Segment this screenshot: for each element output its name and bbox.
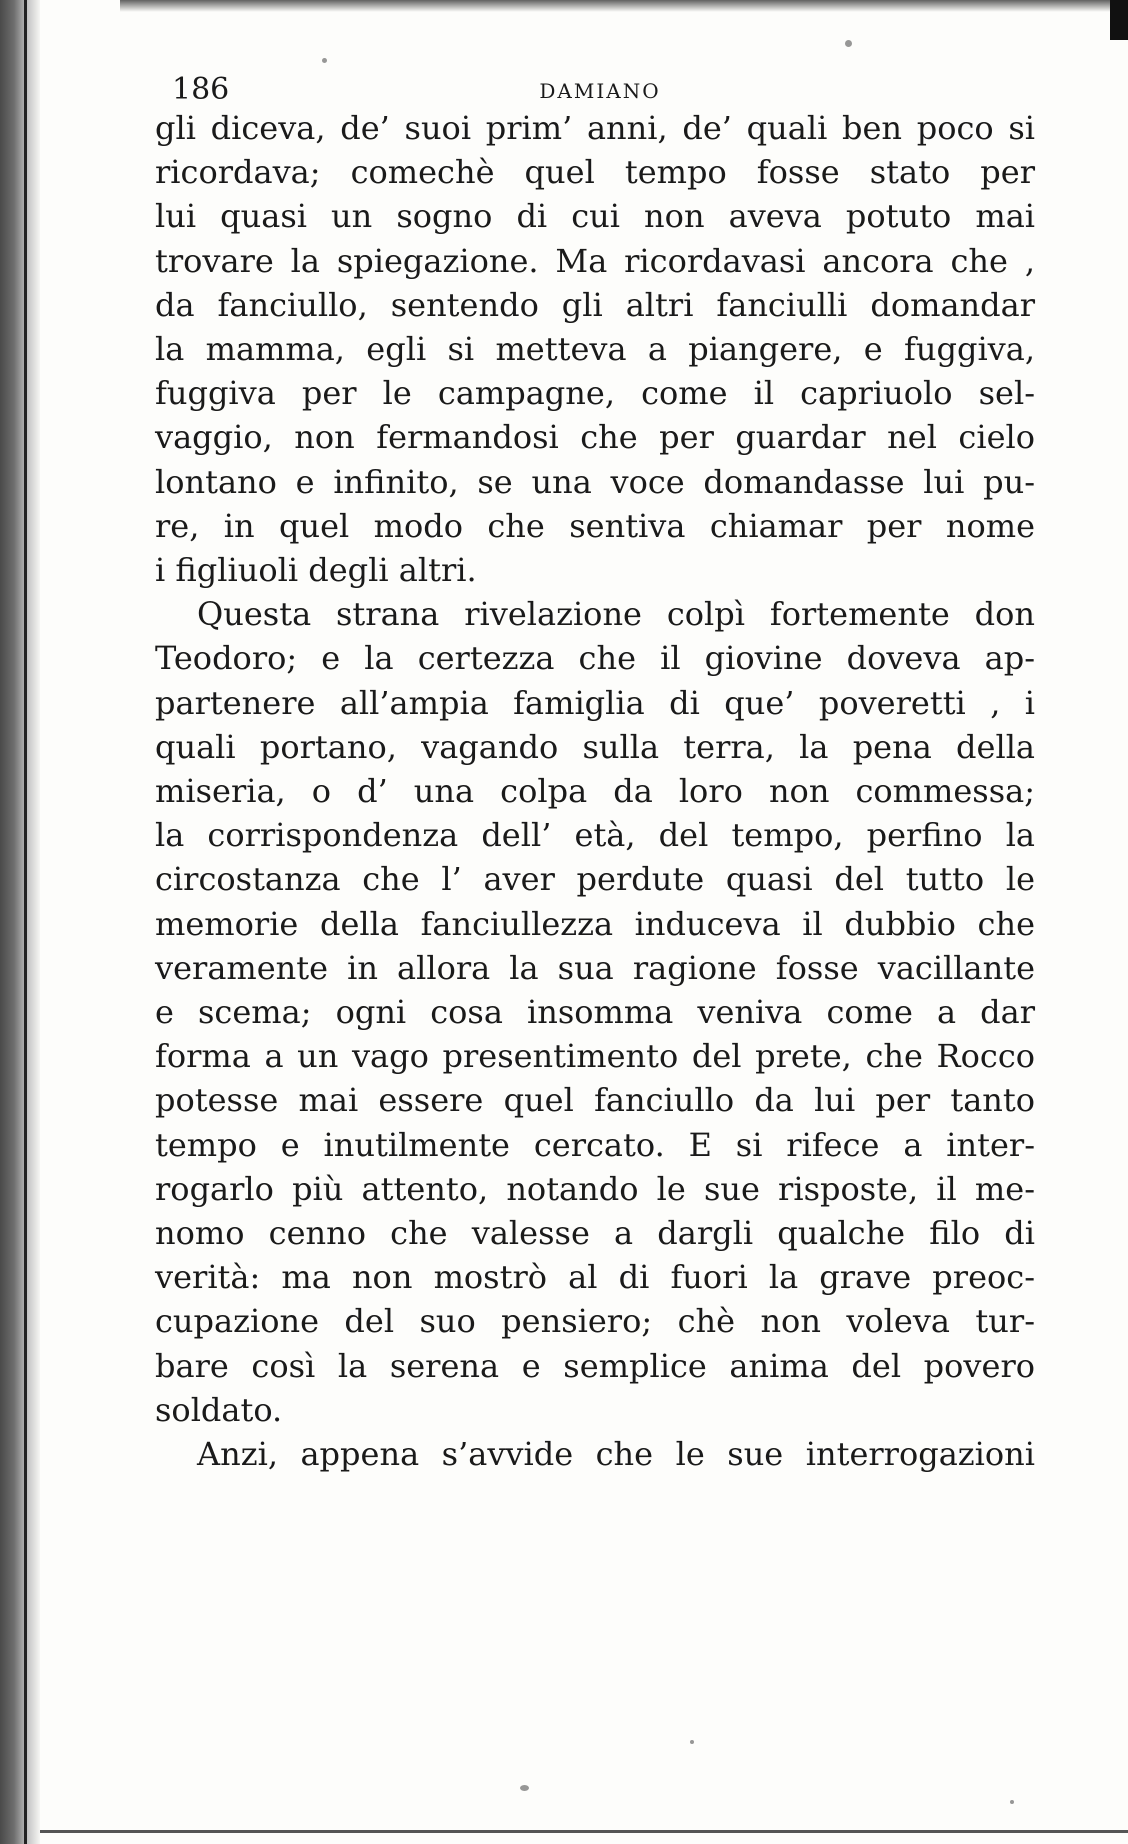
text-line: la mamma, egli si metteva a piangere, e fuggiva, [155, 330, 1035, 369]
text-line: i figliuoli degli altri. [155, 551, 477, 590]
text-line: e scema; ogni cosa insomma veniva come a dar [155, 993, 1035, 1032]
text-line: gli diceva, de’ suoi prim’ anni, de’ quali ben poco si [155, 109, 1035, 147]
text-line: soldato. [155, 1390, 283, 1429]
text-line: verità: ma non mostrò al di fuori la grave preoc- [155, 1258, 1035, 1297]
text-line: rogarlo più attento, notando le sue risposte, il me- [155, 1169, 1035, 1208]
running-head: DAMIANO [539, 79, 661, 103]
scan-binding-edge [0, 0, 40, 1844]
text-line: da fanciullo, sentendo gli altri fanciulli domandar [155, 285, 1035, 324]
text-line: partenere all’ampia famiglia di que’ poveretti , i [155, 683, 1035, 722]
text-line: potesse mai essere quel fanciullo da lui per tanto [155, 1081, 1035, 1120]
text-line: Questa strana rivelazione colpì fortemente don [197, 595, 1035, 634]
text-line: forma a un vago presentimento del prete, che Rocco [155, 1037, 1035, 1076]
scan-speck [690, 1740, 694, 1744]
text-line: lontano e infinito, se una voce domandasse lui pu- [155, 462, 1035, 501]
text-line: circostanza che l’ aver perdute quasi del tutto le [155, 860, 1035, 899]
text-line: la corrispondenza dell’ età, del tempo, perfino la [155, 816, 1035, 855]
scan-binding-line [24, 0, 27, 1844]
scan-speck [322, 58, 327, 63]
text-line: bare così la serena e semplice anima del povero [155, 1346, 1035, 1385]
text-line: vaggio, non fermandosi che per guardar nel cielo [155, 418, 1035, 457]
scan-speck [845, 40, 852, 47]
text-line: nomo cenno che valesse a dargli qualche filo di [155, 1214, 1035, 1253]
page-header [160, 72, 1040, 108]
text-line: re, in quel modo che sentiva chiamar per nome [155, 506, 1035, 545]
text-line: cupazione del suo pensiero; chè non voleva tur- [155, 1302, 1035, 1341]
scan-bottom-edge [40, 1830, 1128, 1833]
text-line: Anzi, appena s’avvide che le sue interrogazioni [197, 1435, 1035, 1474]
text-line: miseria, o d’ una colpa da loro non commessa; [155, 772, 1035, 811]
body-text [155, 106, 1035, 1476]
text-line: tempo e inutilmente cercato. E si rifece a inter- [155, 1125, 1035, 1164]
text-line: lui quasi un sogno di cui non aveva potuto mai [155, 197, 1035, 236]
text-line: quali portano, vagando sulla terra, la pena della [155, 727, 1035, 766]
text-line: veramente in allora la sua ragione fosse vacillante [155, 948, 1035, 987]
text-line: ricordava; comechè quel tempo fosse stato per [155, 153, 1035, 192]
text-line: fuggiva per le campagne, come il capriuolo sel- [155, 374, 1035, 413]
scan-speck [520, 1785, 529, 1791]
scan-top-edge [120, 0, 1120, 12]
text-line: trovare la spiegazione. Ma ricordavasi ancora che , [155, 241, 1035, 280]
text-line: memorie della fanciullezza induceva il dubbio che [155, 904, 1035, 943]
text-line: Teodoro; e la certezza che il giovine doveva ap- [155, 639, 1035, 678]
scan-corner-mark [1110, 0, 1128, 40]
scan-speck [1010, 1800, 1014, 1804]
page-number: 186 [172, 72, 230, 107]
